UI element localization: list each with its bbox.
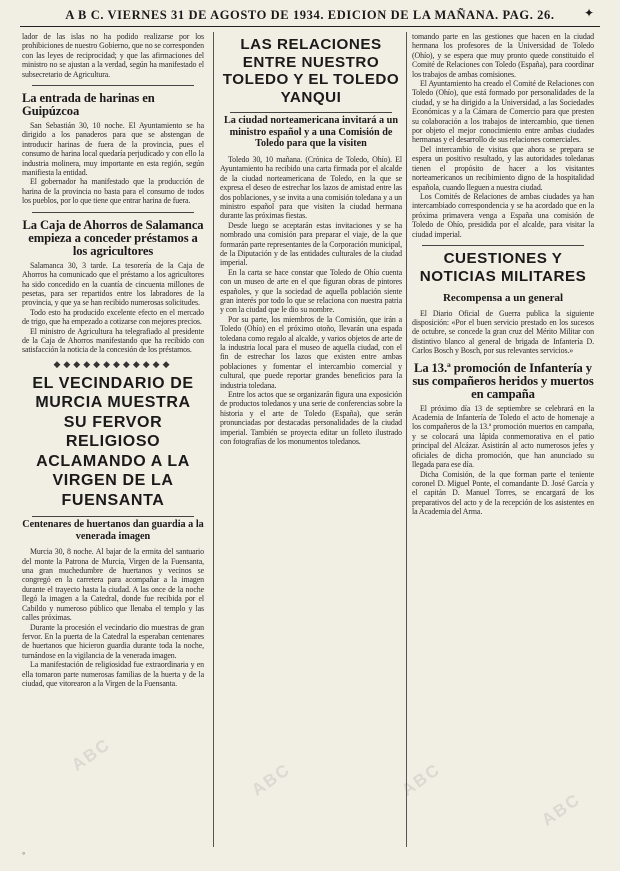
paragraph: Todo esto ha producido excelente efecto en el mercado de trigo, que ha empezado a cotizarse con mejores precios. <box>22 307 204 327</box>
paragraph: El Diario Oficial de Guerra publica la siguiente disposición: «Por el buen servicio prestado en los sucesos de octubre, se concede la gran cruz del Mérito Militar con distintivo blanco al general de brigada de Infantería D. Carlos Bosch y Bosch, por sus relevantes servicios.» <box>412 308 594 356</box>
article-title-harinas: La entrada de harinas en Guipúzcoa <box>22 91 155 119</box>
paragraph: San Sebastián 30, 10 noche. El Ayuntamiento se ha dirigido a los panaderos para que se abstengan de introducir harinas de fuera de la provincia, pues el consumo de harina local quedaría perjudicado y con ello la industria molinera, muy importante en esta región, según manifiesta la entidad. <box>22 121 204 178</box>
article-title-toledo: LAS RELACIONES ENTRE NUESTRO TOLEDO Y EL TOLEDO YANQUI <box>222 36 400 106</box>
abc-watermark: ABC <box>68 734 115 775</box>
abc-watermark: ABC <box>398 759 445 800</box>
paragraph: Desde luego se aceptarán estas invitaciones y se ha nombrado una comisión para preparar el viaje, de la que formarán parte representantes de la Corporación municipal, de la Diputación y de las entidades culturales de la ciudad imperial. <box>220 220 402 268</box>
star-icon: ✦ <box>583 6 594 20</box>
column-rule-1 <box>213 32 214 847</box>
column-rule-2 <box>406 32 407 847</box>
paragraph: Por su parte, los miembros de la Comisión, que irán a Toledo (Ohío) en el próximo otoño, llevarán una espada toledana como regalo al alcalde, y varios objetos de arte de la industria local para el museo de aquella ciudad, con el fin de estrechar los lazos que existen entre ambas poblaciones y fomentar el intercambio comercial y cultural, que puede reportar grandes beneficios para la industria toledana. <box>220 314 402 390</box>
column-3 <box>412 32 594 847</box>
paragraph: tomando parte en las gestiones que hacen en la ciudad hermana los profesores de la Universidad de Toledo (Ohío), y se espera que muy pronto quede constituido el Comité de Relaciones con Toledo (España), para coordinar los trabajos de ambas comisiones. <box>412 32 594 79</box>
article-title-murcia: EL VECINDARIO DE MURCIA MUESTRA SU FERVOR RELIGIOSO ACLAMANDO A LA VIRGEN DE LA FUENSANTA <box>32 374 194 509</box>
abc-watermark: ABC <box>538 789 585 830</box>
paragraph: Del intercambio de visitas que ahora se prepara se espera un positivo resultado, y las autoridades toledanas tienen el propósito de hacer a los visitantes norteamericanos un recibimiento digno de la hospitalidad española, cuando lleguen a nuestra ciudad. <box>412 144 594 192</box>
paragraph: El Ayuntamiento ha creado el Comité de Relaciones con Toledo (Ohío), que está formado por personalidades de la ciudad, y se ha dirigido a la Universidad, a las Sociedades Económicas y a la Cámara de Comercio para que presten su colaboración a los trabajos de intercambio, que tienen por objeto el mejor conocimiento entre ambas ciudades hermanas y el desarrollo de sus relaciones comerciales. <box>412 79 594 145</box>
divider <box>422 245 584 246</box>
abc-watermark: ABC <box>248 759 295 800</box>
paragraph: Murcia 30, 8 noche. Al bajar de la ermita del santuario del monte la Patrona de Murcia, Virgen de la Fuensanta, una gran muchedumbre de huertanos y vecinos se congregó en la carretera para acompañar a la imagen durante el trayecto hasta la ciudad. A las once de la noche llegó la imagen a la Catedral, donde fue recibida por el Cabildo y numeroso público que llenaba el templo y las calles próximas. <box>22 547 204 623</box>
subheading-recompensa: Recompensa a un general <box>442 292 564 305</box>
paragraph: Toledo 30, 10 mañana. (Crónica de Toledo, Ohío). El Ayuntamiento ha recibido una carta firmada por el alcalde de la ciudad norteamericana de Toledo, en la que se expresa el deseo de estrechar los lazos de amistad entre las dos poblaciones, y se invita a una comisión toledana y a un ministro español para que visiten la ciudad hermana durante las próximas fiestas. <box>220 154 402 221</box>
subheading-promocion: La 13.ª promoción de Infantería y sus compañeros heridos y muertos en campaña <box>412 360 594 401</box>
article-title-caja-ahorros: La Caja de Ahorros de Salamanca empieza a conceder préstamos a los agricultores <box>22 217 204 258</box>
article-subtitle-murcia: Centenares de huertanos dan guardia a la venerada imagen <box>22 519 204 542</box>
divider <box>32 85 194 86</box>
paragraph: En la carta se hace constar que Toledo de Ohío cuenta con un museo de arte en el que figuran obras de pintores españoles, y que la sociedad de aquella población siente gran interés por todo lo que se relaciona con nuestra patria y con la ciudad que le dio su nombre. <box>220 267 402 315</box>
paragraph: Dicha Comisión, de la que forman parte el teniente coronel D. Miguel Ponte, el comandante D. José García y el capitán D. Manuel Torres, se encargará de los preparativos del acto y de la recepción de los asistentes en la Academia del Arma. <box>412 469 594 517</box>
divider <box>32 516 194 517</box>
paragraph: Entre los actos que se organizarán figura una exposición de productos toledanos y una serie de conferencias sobre la historia y el arte de Toledo (España), que serán pronunciadas por destacadas personalidades de la ciudad imperial. También se proyecta editar un folleto ilustrado con fotografías de los monumentos toledanos. <box>220 390 402 447</box>
paragraph: Durante la procesión el vecindario dio muestras de gran fervor. En la puerta de la Catedral la esperaban centenares de huertanos que hicieron guardia durante toda la noche, turnándose en la vigilancia de la venerada imagen. <box>22 622 204 660</box>
intro-paragraph: lador de las islas no ha podido realizarse por los prohibiciones de nuestro Gobierno, que no se corresponden con las leyes de reciprocidad; y que las afirmaciones del ministro no se ajustan a la verdad, según ha manifestado el subsecretario de Agricultura. <box>22 32 204 79</box>
page-mark: ◦ <box>22 848 26 858</box>
column-1 <box>22 32 204 847</box>
paragraph: El ministro de Agricultura ha telegrafiado al presidente de la Caja de Ahorros manifestando que ha recibido con satisfacción la noticia de la concesión de los préstamos. <box>22 326 204 355</box>
column-2 <box>220 32 402 847</box>
paragraph: El gobernador ha manifestado que la producción de harina de la provincia no basta para el consumo de todos los pueblos, por lo que tiene que entrar harina de fuera. <box>22 177 204 206</box>
article-subtitle-toledo: La ciudad norteamericana invitará a un ministro español y a una Comisión de Toledo para que la visiten <box>223 115 399 150</box>
masthead-title: A B C. VIERNES 31 DE AGOSTO DE 1934. EDICION DE LA MAÑANA. PAG. 26. <box>65 7 555 22</box>
masthead <box>20 4 600 27</box>
paragraph: Salamanca 30, 3 tarde. La tesorería de la Caja de Ahorros ha comunicado que el préstamo a los agricultores ha sido concedido en la cuantía de cincuenta millones de pesetas, para ser repartidos entre los labradores de la provincia, y que ya se han recibido numerosas solicitudes. <box>22 260 204 308</box>
article-title-militares: CUESTIONES Y NOTICIAS MILITARES <box>419 249 587 285</box>
ornament-divider: ◆◆◆◆◆◆◆◆◆◆◆◆ <box>53 358 173 369</box>
divider <box>32 212 194 213</box>
paragraph: La manifestación de religiosidad fue extraordinaria y en ella tomaron parte numerosas familias de la huerta y de la ciudad, que vitorearon a la Virgen de la Fuensanta. <box>22 660 204 688</box>
divider <box>230 112 392 113</box>
paragraph: El próximo día 13 de septiembre se celebrará en la Academia de Infantería de Toledo el acto de homenaje a los compañeros de la 13.ª promoción muertos en campaña, y se colocará una lápida conmemorativa en el patio principal del Alcázar. Asistirán al acto numerosos jefes y oficiales de dicha promoción, que han anunciado su llegada para ese día. <box>412 403 594 470</box>
paragraph: Los Comités de Relaciones de ambas ciudades ya han intercambiado correspondencia y se ha acordado que en la próxima primavera venga a España una comisión de Toledo de Ohío, presidida por el alcalde, para visitar la ciudad imperial. <box>412 191 594 239</box>
